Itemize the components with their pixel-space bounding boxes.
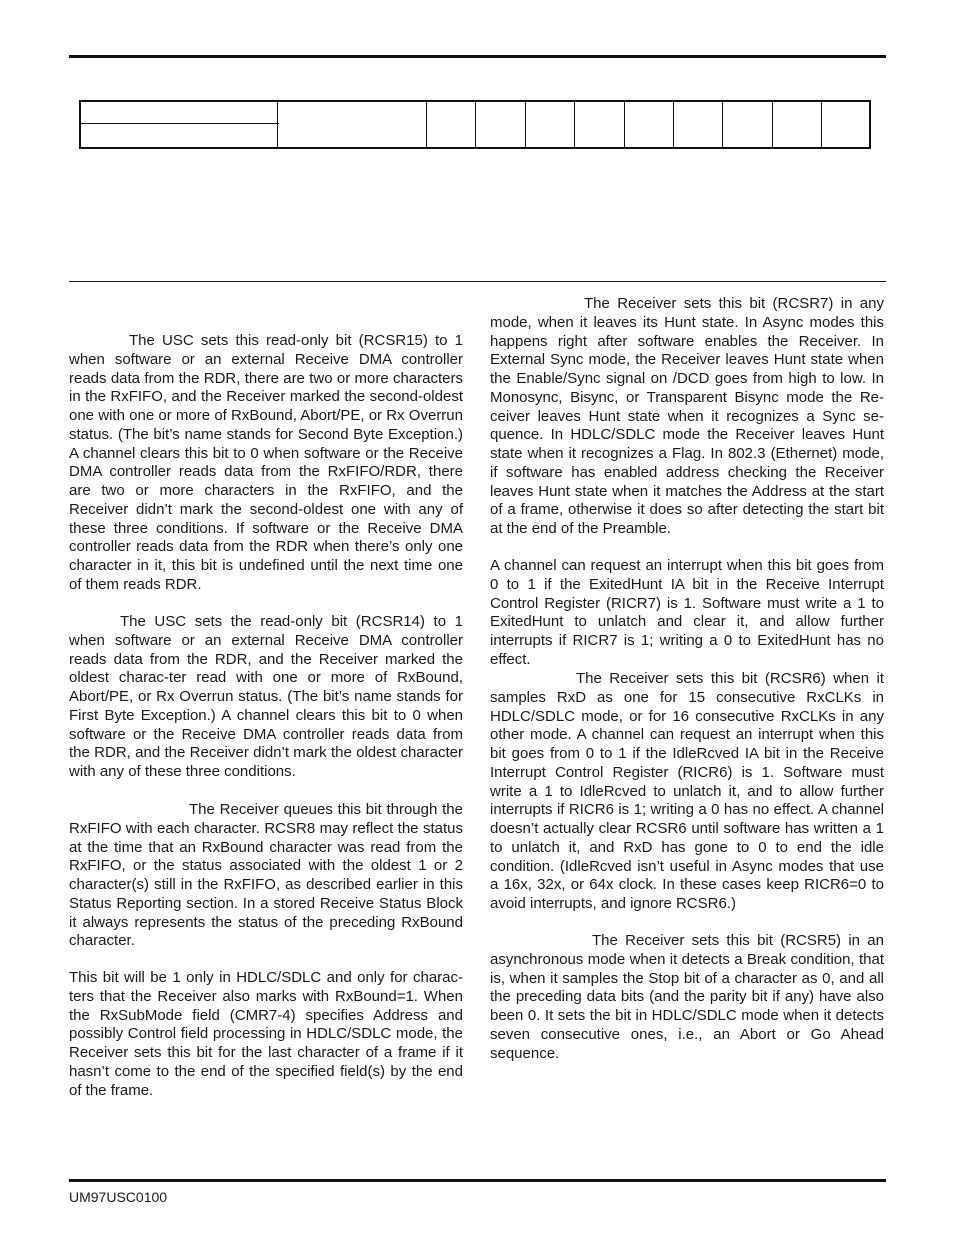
bit-cell	[574, 102, 575, 147]
paragraph-rcsr8-detail: This bit will be 1 only in HDLC/SDLC and only for charac-ters that the Receiver also marks with RxBound=1. When the RxSubMode field (CMR7-4) specifies Address and possibly Control field processing in HDLC/SDLC mode, the Receiver sets this bit for the last character of a frame if it hasn’t come to the end of the specified field(s) by the end of the frame.	[69, 969, 463, 1099]
footer-rule	[69, 1179, 886, 1182]
paragraph-first-byte-exception: The USC sets the read-only bit (RCSR14) to 1 when software or an external Receive DMA controller reads data from the RDR, and the Receiver marked the oldest charac-ter read with one or more of RxBound, Abort/PE, or Rx Overrun status. (The bit’s name stands for First Byte Exception.) A channel clears this bit to 0 when software or the Receive DMA controller reads data from the RDR, and the Receiver didn’t mark the oldest character with any of these three conditions.	[69, 613, 463, 780]
bit-cell	[673, 102, 674, 147]
right-column-paragraph	[490, 295, 884, 539]
document-code: UM97USC0100	[69, 1189, 168, 1205]
bit-cell	[624, 102, 625, 147]
section-rule	[69, 281, 886, 282]
paragraph-exited-hunt-interrupt: A channel can request an interrupt when this bit goes from 0 to 1 if the ExitedHunt IA bit in the Receive Interrupt Control Register (RICR7) is 1. Software must write a 1 to ExitedHunt to unlatch and clear it, and allow further interrupts if RICR7 is 1; writing a 0 to ExitedHunt has no effect.	[490, 557, 884, 668]
bit-cell	[426, 102, 427, 147]
bit-cell	[722, 102, 723, 147]
right-column-paragraph	[490, 932, 884, 1063]
paragraph-exited-hunt: The Receiver sets this bit (RCSR7) in any mode, when it leaves its Hunt state. In Async modes this happens right after software enables the Receiver. In External Sync mode, the Receiver leaves Hunt state when the Enable/Sync signal on /DCD goes from high to low. In Monosync, Bisync, or Transparent Bisync mode the Re-ceiver leaves Hunt state when it recognizes a Sync se-quence. In HDLC/SDLC mode the Receiver leaves Hunt state when it recognizes a Flag. In 802.3 (Ethernet) mode, if software has enabled address checking the Receiver leaves Hunt state when it matches the Address at the start of a frame, otherwise it does so after detecting the start bit at the end of the Preamble.	[490, 295, 884, 537]
paragraph-idle-received: The Receiver sets this bit (RCSR6) when it samples RxD as one for 15 consecutive RxCLKs in HDLC/SDLC mode, or for 16 consecutive RxCLKs in any other mode. A channel can request an interrupt when this bit goes from 0 to 1 if the IdleRcved IA bit in the Receive Interrupt Control Register (RICR6) is 1. Software must write a 1 to IdleRcved to unlatch it, and to allow further interrupts if RICR6 is 1; writing a 0 has no effect. A channel doesn’t actually clear RCSR6 until software has written a 1 to unlatch it, and RxD has gone to 0 to end the idle condition. (IdleRcved isn’t useful in Async modes that use a 16x, 32x, or 64x clock. In these cases keep RICR6=0 to avoid interrupts, and ignore RCSR6.)	[490, 670, 884, 912]
paragraph-break-abort: The Receiver sets this bit (RCSR5) in an asynchronous mode when it detects a Break condition, that is, when it samples the Stop bit of a character as 0, and all the preceding data bits (and the parity bit if any) have also been 0. It sets the bit in HDLC/SDLC mode when it detects seven consecutive ones, i.e., an Abort or Go Ahead sequence.	[490, 932, 884, 1062]
bit-cell	[525, 102, 526, 147]
left-column-paragraph	[69, 969, 463, 1100]
paragraph-second-byte-exception: The USC sets this read-only bit (RCSR15) to 1 when software or an external Receive DMA controller reads data from the RDR, there are two or more characters in the RxFIFO, and the Receiver marked the second-oldest one with one or more of RxBound, Abort/PE, or Rx Overrun status. (The bit’s name stands for Second Byte Exception.) A channel clears this bit to 0 when software or the Receive DMA controller reads data from the RxFIFO/RDR, there are two or more characters in the RxFIFO, and the Receiver didn’t mark the second-oldest one with any of these three conditions. If software or the Receive DMA controller reads data from the RDR when there’s only one character in it, this bit is undefined until the next time one of them reads RDR.	[69, 332, 463, 593]
left-column-paragraph	[69, 332, 463, 595]
register-bit-table	[79, 100, 871, 149]
paragraph-rcsr8: The Receiver queues this bit through the RxFIFO with each character. RCSR8 may reflect the status at the time that an RxBound character was read from the RxFIFO, or the status associated with the oldest 1 or 2 character(s) still in the RxFIFO, as described earlier in this Status Reporting section. In a stored Receive Status Block it always represents the status of the preceding RxBound character.	[69, 801, 463, 950]
right-column-paragraph	[490, 557, 884, 670]
left-column-paragraph	[69, 801, 463, 951]
register-name-divider	[81, 123, 279, 124]
right-column-paragraph	[490, 670, 884, 914]
left-column-paragraph	[69, 613, 463, 782]
header-rule	[69, 55, 886, 58]
register-field-cell	[277, 102, 278, 147]
bit-cell	[475, 102, 476, 147]
bit-cell	[772, 102, 773, 147]
bit-cell	[821, 102, 822, 147]
